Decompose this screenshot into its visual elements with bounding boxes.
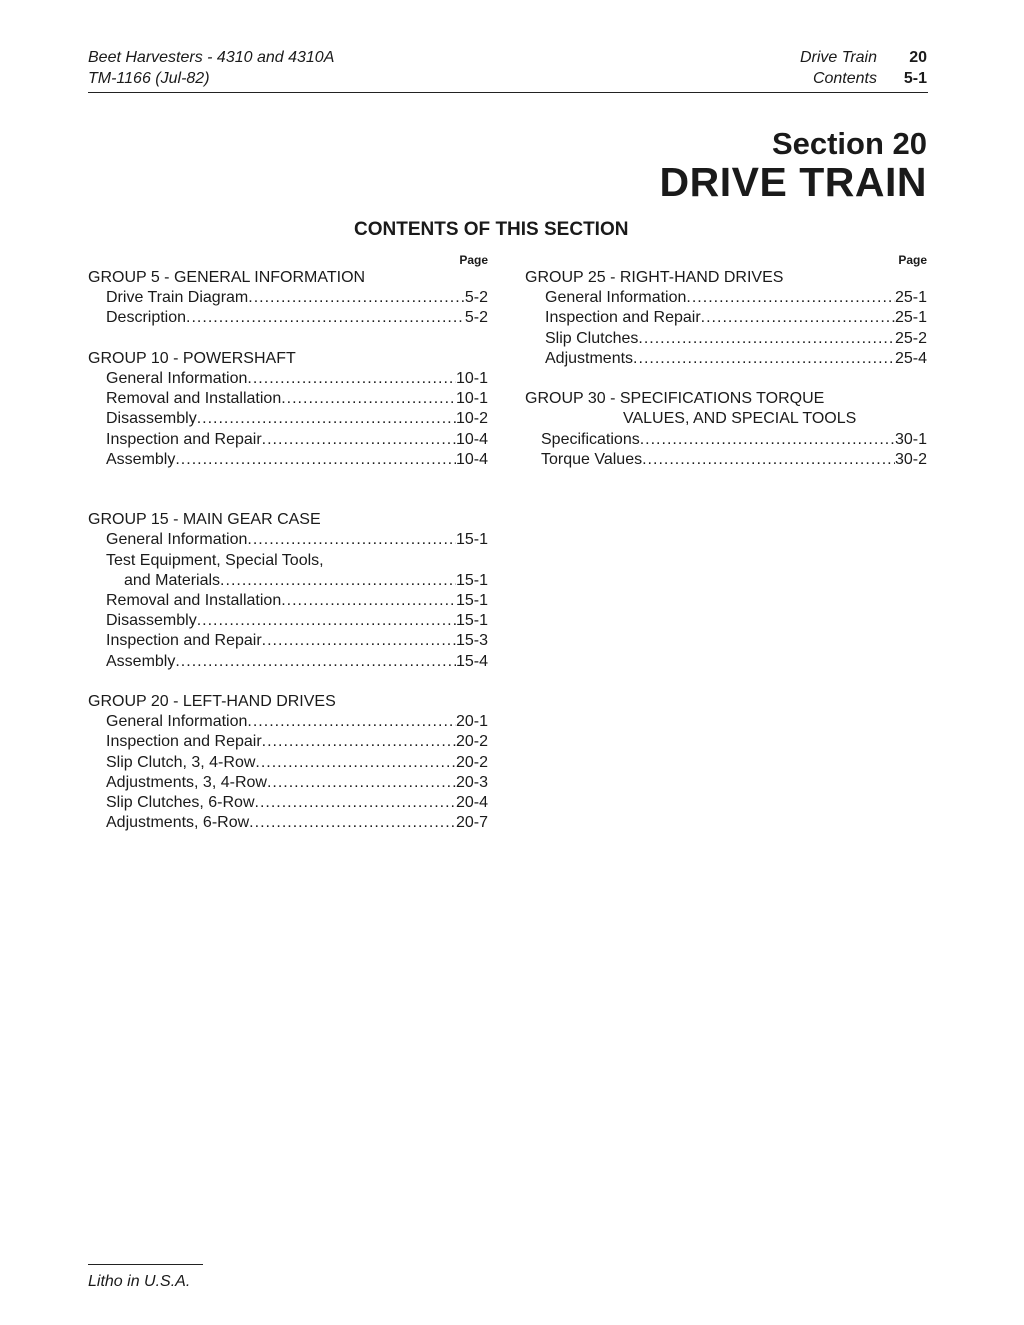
toc-entry[interactable] (88, 288, 488, 308)
leader-dots (642, 450, 895, 470)
entry-label: Disassembly (106, 612, 197, 630)
leader-dots (255, 793, 456, 813)
entry-page: 15-1 (455, 571, 488, 589)
entry-page: 15-3 (455, 632, 488, 650)
group-title: GROUP 20 - LEFT-HAND DRIVES (88, 693, 336, 711)
entry-page: 5-2 (464, 309, 488, 327)
leader-dots (197, 611, 456, 631)
entry-label: Adjustments, 6-Row (106, 814, 250, 832)
toc-entry[interactable] (525, 450, 927, 470)
toc-entry[interactable] (88, 409, 488, 429)
entry-label: Slip Clutches (545, 329, 639, 347)
toc-entry[interactable] (88, 530, 488, 550)
leader-dots (247, 369, 456, 389)
manual-title: Beet Harvesters - 4310 and 4310A (88, 49, 335, 66)
contents-column-left (88, 253, 488, 854)
toc-entry[interactable] (88, 430, 488, 450)
toc-entry[interactable] (88, 308, 488, 328)
toc-entry[interactable] (88, 389, 488, 409)
entry-page: 10-4 (455, 430, 488, 448)
leader-dots (262, 732, 456, 752)
toc-entry-continued: Test Equipment, Special Tools, (106, 551, 324, 569)
page-column-label: Page (898, 253, 927, 267)
footer-print-note: Litho in U.S.A. (88, 1273, 191, 1290)
entry-page: 30-2 (894, 450, 927, 468)
page-column-label: Page (459, 253, 488, 267)
leader-dots (281, 389, 456, 409)
entry-label: General Information (106, 531, 248, 549)
header-section-label: Drive Train (799, 49, 877, 66)
group-15 (88, 510, 488, 672)
entry-label: Removal and Installation (106, 592, 282, 610)
leader-dots (175, 450, 456, 470)
entry-page: 25-1 (894, 289, 927, 307)
running-header-right (800, 47, 927, 89)
entry-label: Description (106, 309, 187, 327)
toc-entry[interactable] (88, 732, 488, 752)
leader-dots (281, 591, 456, 611)
leader-dots (197, 409, 456, 429)
group-title: GROUP 15 - MAIN GEAR CASE (88, 511, 321, 529)
toc-entry[interactable] (88, 753, 488, 773)
leader-dots (262, 631, 456, 651)
leader-dots (262, 430, 456, 450)
header-page-row (800, 68, 927, 89)
entry-page: 25-4 (894, 349, 927, 367)
toc-entry[interactable] (88, 571, 488, 591)
group-10 (88, 349, 488, 470)
entry-label: Inspection and Repair (545, 309, 701, 327)
entry-label: Slip Clutches, 6-Row (106, 794, 255, 812)
toc-entry[interactable] (525, 329, 927, 349)
leader-dots (686, 288, 895, 308)
entry-page: 20-3 (455, 773, 488, 791)
entry-label: General Information (106, 370, 248, 387)
contents-heading: CONTENTS OF THIS SECTION (354, 219, 629, 240)
entry-label: Torque Values (541, 450, 643, 468)
entry-page: 20-2 (455, 733, 488, 751)
leader-dots (247, 712, 456, 732)
group-title: GROUP 5 - GENERAL INFORMATION (88, 269, 366, 286)
header-section-row (800, 47, 927, 68)
entry-page: 15-4 (455, 652, 488, 670)
toc-entry[interactable] (525, 288, 927, 308)
entry-label: Slip Clutch, 3, 4-Row (106, 753, 256, 771)
toc-entry[interactable] (88, 652, 488, 672)
header-page-label: Contents (812, 70, 877, 87)
toc-entry[interactable] (88, 773, 488, 793)
entry-page: 10-4 (455, 450, 488, 468)
toc-entry[interactable] (525, 349, 927, 369)
group-30 (525, 389, 927, 470)
entry-label: Inspection and Repair (106, 430, 262, 448)
leader-dots (633, 349, 895, 369)
toc-entry[interactable] (88, 793, 488, 813)
header-divider (88, 92, 928, 93)
toc-entry[interactable] (525, 308, 927, 328)
entry-label: Drive Train Diagram (106, 289, 249, 307)
group-20 (88, 692, 488, 833)
entry-page: 10-1 (455, 390, 488, 408)
toc-entry[interactable] (88, 450, 488, 470)
toc-entry[interactable] (88, 369, 488, 389)
leader-dots (248, 288, 465, 308)
leader-dots (640, 430, 895, 450)
entry-label: Assembly (106, 652, 176, 670)
entry-page: 10-2 (455, 410, 488, 428)
entry-page: 20-4 (455, 794, 488, 812)
footer-divider (88, 1264, 203, 1265)
manual-number-date: TM-1166 (Jul-82) (88, 70, 210, 87)
entry-page: 25-2 (894, 329, 927, 347)
header-section-number: 20 (909, 49, 927, 66)
entry-label: Disassembly (106, 410, 197, 428)
entry-label: Inspection and Repair (106, 733, 262, 751)
toc-entry[interactable] (88, 712, 488, 732)
entry-page: 5-2 (464, 289, 488, 307)
entry-label: Inspection and Repair (106, 632, 262, 650)
entry-label: Removal and Installation (106, 390, 282, 408)
entry-page: 20-7 (455, 814, 488, 832)
group-title: GROUP 30 - SPECIFICATIONS TORQUE (525, 390, 825, 408)
section-number: Section 20 (771, 126, 927, 161)
group-title: GROUP 10 - POWERSHAFT (88, 349, 296, 367)
entry-page: 15-1 (455, 612, 488, 630)
running-header-left (88, 47, 334, 89)
entry-page: 15-1 (455, 592, 488, 610)
entry-label: Assembly (106, 450, 176, 468)
toc-entry[interactable] (88, 631, 488, 651)
group-title: GROUP 25 - RIGHT-HAND DRIVES (525, 269, 784, 286)
leader-dots (255, 753, 456, 773)
entry-label: Adjustments, 3, 4-Row (106, 773, 267, 791)
entry-page: 15-1 (455, 531, 488, 549)
leader-dots (220, 571, 456, 591)
entry-page: 30-1 (894, 430, 927, 448)
entry-label: and Materials (124, 571, 221, 589)
entry-label: General Information (545, 289, 687, 307)
leader-dots (701, 308, 895, 328)
toc-entry[interactable] (525, 430, 927, 450)
entry-page: 25-1 (894, 309, 927, 327)
group-25 (525, 268, 927, 369)
entry-label: General Information (106, 713, 248, 731)
header-page-number: 5-1 (903, 70, 927, 87)
entry-label: Specifications (541, 430, 640, 448)
leader-dots (175, 652, 456, 672)
leader-dots (638, 329, 895, 349)
leader-dots (249, 813, 456, 833)
toc-entry[interactable] (88, 813, 488, 833)
group-5 (88, 268, 488, 329)
leader-dots (267, 773, 456, 793)
section-title: DRIVE TRAIN (659, 159, 927, 205)
entry-page: 20-2 (455, 753, 488, 771)
toc-entry[interactable] (88, 611, 488, 631)
entry-label: Adjustments (545, 349, 634, 367)
group-title-continued: VALUES, AND SPECIAL TOOLS (623, 410, 857, 428)
leader-dots (186, 308, 465, 328)
group-spacer (88, 490, 488, 510)
entry-page: 20-1 (455, 713, 488, 731)
contents-column-right (525, 253, 927, 490)
toc-entry[interactable] (88, 591, 488, 611)
entry-page: 10-1 (455, 370, 488, 387)
leader-dots (247, 530, 456, 550)
